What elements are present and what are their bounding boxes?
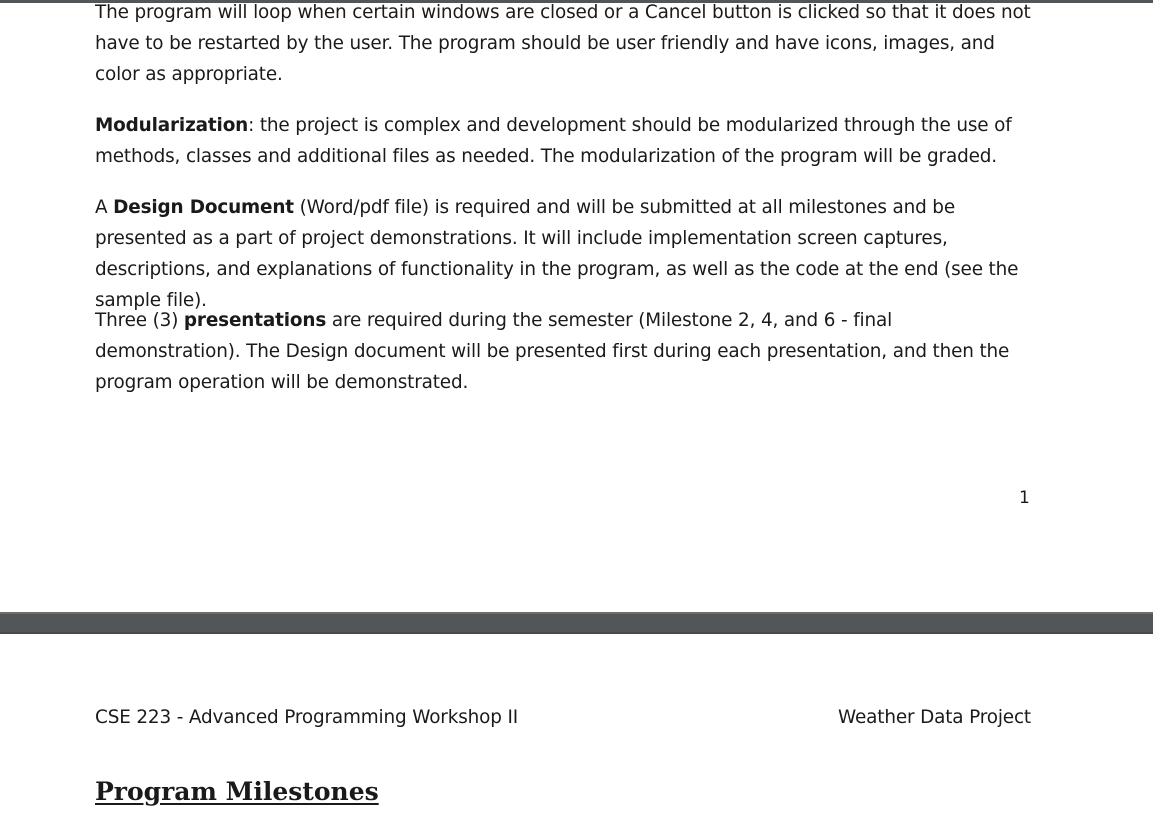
bold-term: Design Document bbox=[113, 197, 294, 218]
page-number: 1 bbox=[1019, 488, 1030, 508]
paragraph-presentations bbox=[95, 305, 1035, 398]
document-page-2 bbox=[0, 634, 1153, 813]
paragraph-text: The program will loop when certain windows are closed or a Cancel button is clicked so that it does not have to be restarted by the user. The program should be user friendly and have icons, images, and color as appropriate. bbox=[95, 2, 1031, 85]
section-heading: Program Milestones bbox=[95, 777, 379, 806]
page-separator bbox=[0, 612, 1153, 634]
paragraph-text: (Word/pdf file) is required and will be submitted at all milestones and be presented as a part of project demonstrations. It will include implementation screen captures, descriptions, and explanations of functionality in the program, as well as the code at the end (see the sample file). bbox=[95, 197, 1019, 311]
page-header-project: Weather Data Project bbox=[838, 707, 1031, 728]
paragraph-lead: A bbox=[95, 197, 114, 218]
paragraph-text: are required during the semester (Milestone 2, 4, and 6 - final demonstration). The Design document will be presented first during each presentation, and then the program operation will be demonstrated. bbox=[95, 310, 1010, 393]
page-header-course: CSE 223 - Advanced Programming Workshop II bbox=[95, 707, 519, 728]
paragraph-design-document bbox=[95, 192, 1035, 316]
paragraph-modularization bbox=[95, 110, 1035, 172]
bold-term: Modularization bbox=[95, 115, 249, 136]
bold-term: presentations bbox=[183, 310, 327, 331]
paragraph-program-loop bbox=[95, 0, 1035, 90]
paragraph-text: : the project is complex and development should be modularized through the use of methods, classes and additional files as needed. The modularization of the program will be graded. bbox=[95, 115, 1012, 167]
document-page-1 bbox=[0, 3, 1153, 612]
paragraph-lead: Three (3) bbox=[95, 310, 184, 331]
